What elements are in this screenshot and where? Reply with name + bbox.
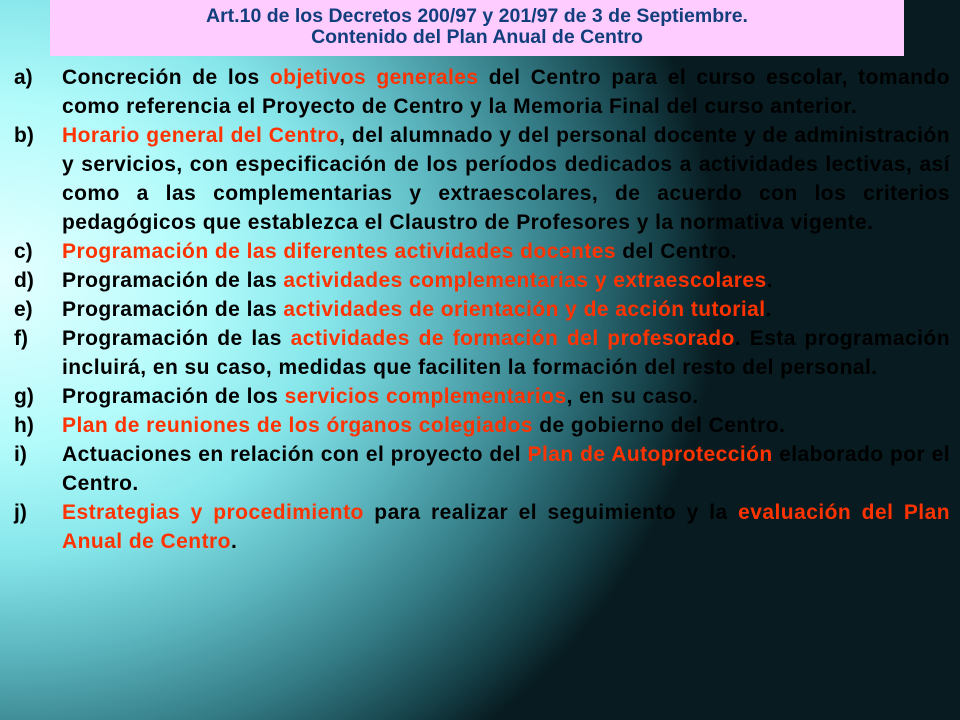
item-letter: d) — [14, 269, 34, 292]
list-item-b — [14, 121, 950, 237]
plan-contents-list — [14, 63, 950, 556]
highlight-text: objetivos generales — [269, 66, 479, 89]
item-text: Horario general del Centro, del alumnado y del personal docente y de administración y servicios, con especificación de los períodos dedicados a actividades lectivas, así como a las complementarias y extraescolares, de acuerdo con los criterios pedagógicos que establezca el Claustro de Profesores y la normativa vigente. — [62, 124, 950, 234]
item-letter: c) — [14, 240, 33, 263]
item-letter: a) — [14, 66, 33, 89]
list-item-i — [14, 440, 950, 498]
item-letter: h) — [14, 414, 34, 437]
item-text: Programación de las actividades complementarias y extraescolares. — [62, 269, 773, 292]
highlight-text: Estrategias y procedimiento — [62, 501, 364, 524]
highlight-text: Plan de reuniones de los órganos colegiados — [62, 414, 533, 437]
item-letter: f) — [14, 327, 28, 350]
highlight-text: servicios complementarios — [284, 385, 567, 408]
highlight-text: actividades de formación del profesorado — [290, 327, 735, 350]
highlight-text: actividades de orientación y de acción tutorial — [283, 298, 766, 321]
highlight-text-2: evaluación del Plan Anual de Centro — [62, 501, 950, 553]
list-item-d — [14, 266, 950, 295]
highlight-text: Programación de las diferentes actividades docentes — [62, 240, 616, 263]
highlight-text: actividades complementarias y extraescolares — [283, 269, 767, 292]
item-letter: e) — [14, 298, 33, 321]
item-text: Plan de reuniones de los órganos colegiados de gobierno del Centro. — [62, 414, 786, 437]
item-text: Programación de las actividades de formación del profesorado. Esta programación incluirá, en su caso, medidas que faciliten la formación del resto del personal. — [62, 327, 950, 379]
list-item-a — [14, 63, 950, 121]
item-text: Programación de las actividades de orientación y de acción tutorial. — [62, 298, 772, 321]
item-text: Estrategias y procedimiento para realizar el seguimiento y la evaluación del Plan Anual de Centro. — [62, 501, 950, 553]
title-box — [50, 0, 904, 56]
list-item-g — [14, 382, 950, 411]
item-letter: i) — [14, 443, 27, 466]
item-text: Programación de las diferentes actividades docentes del Centro. — [62, 240, 737, 263]
title-line-1: Art.10 de los Decretos 200/97 y 201/97 de 3 de Septiembre. — [206, 5, 748, 27]
item-text: Concreción de los objetivos generales del Centro para el curso escolar, tomando como referencia el Proyecto de Centro y la Memoria Final del curso anterior. — [62, 66, 950, 118]
item-letter: j) — [14, 501, 27, 524]
item-letter: g) — [14, 385, 34, 408]
highlight-text: Plan de Autoprotección — [527, 443, 773, 466]
list-item-h — [14, 411, 950, 440]
item-text: Programación de los servicios complementarios, en su caso. — [62, 385, 699, 408]
highlight-text: Horario general del Centro — [62, 124, 340, 147]
list-item-f — [14, 324, 950, 382]
title-line-2: Contenido del Plan Anual de Centro — [311, 26, 643, 48]
item-letter: b) — [14, 124, 34, 147]
item-text: Actuaciones en relación con el proyecto del Plan de Autoprotección elaborado por el Centro. — [62, 443, 950, 495]
list-item-c — [14, 237, 950, 266]
list-item-e — [14, 295, 950, 324]
list-item-j — [14, 498, 950, 556]
